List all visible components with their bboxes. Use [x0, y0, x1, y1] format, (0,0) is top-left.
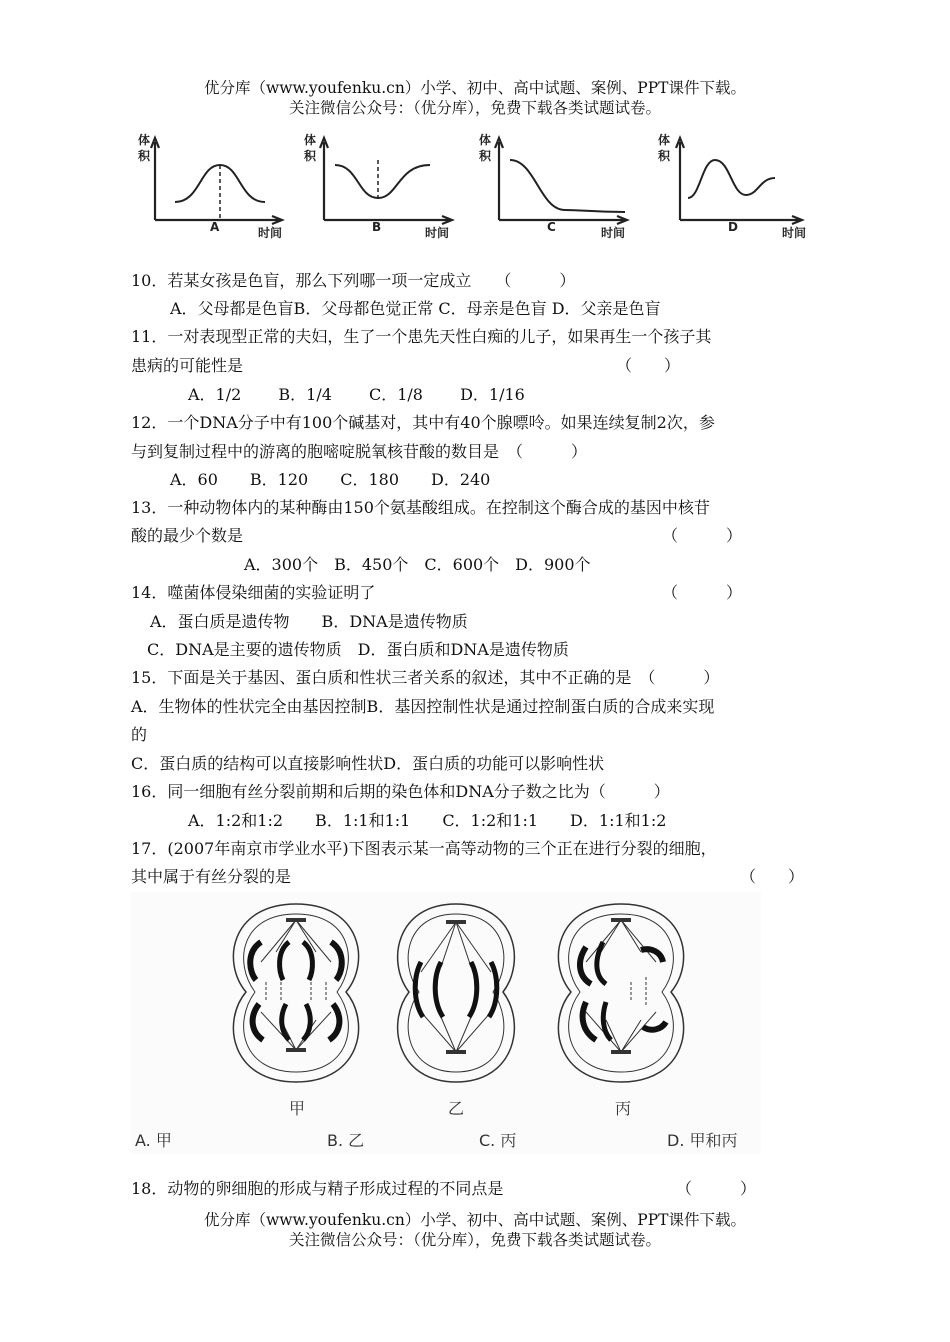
footer-line-2: 关注微信公众号：（优分库），免费下载各类试题试卷。: [288, 1231, 661, 1249]
cell-label-yi: 乙: [448, 1099, 465, 1118]
graph-b-ylabel-bottom: 积: [304, 149, 317, 163]
footer-line-1: 优分库（www.youfenku.cn）小学、初中、高中试题、案例、PPT课件下载。: [203, 1211, 747, 1229]
q13-stem-1: 13．一种动物体内的某种酶由150个氨基酸组成。在控制这个酶合成的基因中核苷: [131, 498, 710, 517]
graph-d-curve: [688, 160, 775, 198]
cell-division-figure: [131, 892, 761, 1154]
q17-option-a: A. 甲: [135, 1131, 172, 1150]
graph-b: [300, 130, 475, 245]
q15-options-1-cont: 的: [131, 725, 148, 744]
q17-option-d: D. 甲和丙: [667, 1131, 738, 1150]
q13-options: A．300个 B．450个 C．600个 D．900个: [244, 555, 591, 574]
graph-d-ylabel-bottom: 积: [658, 149, 671, 163]
q17-stem-1: 17．(2007年南京市学业水平)下图表示某一高等动物的三个正在进行分裂的细胞，: [131, 839, 717, 858]
graph-b-ylabel-top: 体: [304, 133, 317, 147]
q17-answer-paren: （ ）: [740, 867, 805, 886]
q18-answer-paren: （ ）: [676, 1179, 757, 1198]
q10-options: A．父母都是色盲B．父母都色觉正常 C．母亲是色盲 D．父亲是色盲: [170, 299, 661, 318]
graph-d: [650, 130, 825, 245]
q15-options-2: C．蛋白质的结构可以直接影响性状D．蛋白质的功能可以影响性状: [131, 754, 605, 773]
q12-options: A．60 B．120 C．180 D．240: [170, 470, 491, 489]
q11-stem-1: 11．一对表现型正常的夫妇，生了一个患先天性白痴的儿子，如果再生一个孩子其: [131, 327, 712, 346]
q13-stem-2: 酸的最少个数是: [131, 526, 244, 545]
cell-jia: [233, 904, 358, 1082]
graph-b-curve: [335, 165, 430, 198]
q13-answer-paren: （ ）: [662, 526, 743, 545]
graph-d-xlabel: 时间: [782, 226, 807, 240]
graph-c: [475, 130, 650, 245]
q14-options-1: A．蛋白质是遗传物 B．DNA是遗传物质: [150, 612, 468, 631]
q16-stem: 16．同一细胞有丝分裂前期和后期的染色体和DNA分子数之比为（ ）: [131, 782, 670, 801]
q11-options: A．1/2 B．1/4 C．1/8 D．1/16: [188, 385, 525, 404]
graph-c-xlabel: 时间: [601, 226, 626, 240]
cell-label-bing: 丙: [615, 1099, 632, 1118]
q16-options: A．1:2和1:2 B．1:1和1:1 C．1:2和1:1 D．1:1和1:2: [188, 811, 667, 830]
q18-stem: 18．动物的卵细胞的形成与精子形成过程的不同点是: [131, 1179, 504, 1198]
q14-options-2: C．DNA是主要的遗传物质 D．蛋白质和DNA是遗传物质: [147, 640, 569, 659]
q17-option-b: B. 乙: [327, 1131, 365, 1150]
q12-stem-2: 与到复制过程中的游离的胞嘧啶脱氧核苷酸的数目是 （ ）: [131, 442, 588, 461]
q17-stem-2: 其中属于有丝分裂的是: [131, 867, 292, 886]
graph-b-xlabel: 时间: [425, 226, 450, 240]
graph-d-ylabel-top: 体: [658, 133, 671, 147]
q10-stem: 10．若某女孩是色盲，那么下列哪一项一定成立 （ ）: [131, 271, 576, 290]
header-line-1: 优分库（www.youfenku.cn）小学、初中、高中试题、案例、PPT课件下载。: [203, 79, 747, 97]
q12-stem-1: 12．一个DNA分子中有100个碱基对，其中有40个腺嘌呤。如果连续复制2次，参: [131, 413, 715, 432]
graph-d-label: D: [728, 220, 738, 234]
q11-answer-paren: （ ）: [616, 356, 681, 375]
q17-option-c: C. 丙: [479, 1131, 517, 1150]
graph-c-curve: [510, 160, 625, 212]
graph-b-label: B: [372, 220, 382, 234]
graph-a: [130, 130, 305, 245]
graph-c-label: C: [547, 220, 556, 234]
graph-a-ylabel-bottom: 积: [138, 149, 151, 163]
graph-a-label: A: [210, 220, 220, 234]
q11-stem-2: 患病的可能性是: [131, 356, 244, 375]
q14-stem: 14．噬菌体侵染细菌的实验证明了: [131, 583, 376, 602]
q14-answer-paren: （ ）: [662, 583, 743, 602]
cell-label-jia: 甲: [289, 1099, 306, 1118]
graph-c-ylabel-bottom: 积: [479, 149, 492, 163]
cell-yi: [398, 904, 515, 1082]
graph-a-ylabel-top: 体: [138, 133, 151, 147]
header-line-2: 关注微信公众号：（优分库），免费下载各类试题试卷。: [288, 99, 661, 117]
graph-a-xlabel: 时间: [258, 226, 283, 240]
cell-bing: [558, 904, 683, 1082]
q15-stem: 15．下面是关于基因、蛋白质和性状三者关系的叙述，其中不正确的是 （ ）: [131, 668, 720, 687]
graph-c-ylabel-top: 体: [479, 133, 492, 147]
q15-options-1: A．生物体的性状完全由基因控制B．基因控制性状是通过控制蛋白质的合成来实现: [131, 697, 715, 716]
